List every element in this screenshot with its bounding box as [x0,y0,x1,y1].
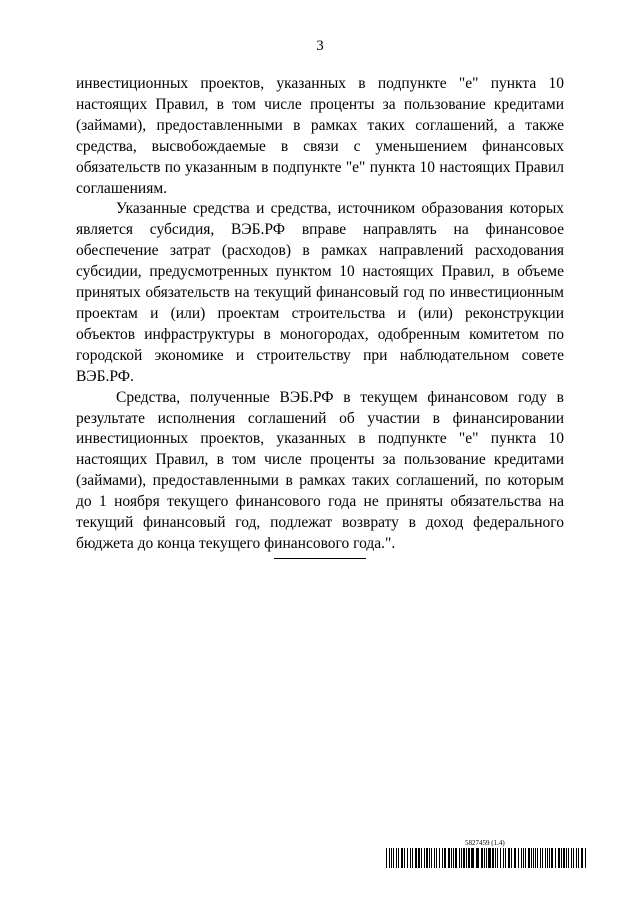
paragraph-2: Указанные средства и средства, источником образования которых является субсидия, ВЭБ.РФ вправе направлять на финансовое обеспечение затрат (расходов) в рамках направлений расходования субсидии, предусмотренных пунктом 10 настоящих Правил, в объеме принятых обязательств на текущий финансовый год по инвестиционным проектам и (или) проектам строительства и (или) реконструкции объектов инфраструктуры в моногородах, одобренным комитетом по городской экономике и строительству при наблюдательном совете ВЭБ.РФ. [76,200,564,385]
barcode-label: 5827459 (1.4) [465,839,505,847]
barcode-icon [386,848,586,868]
paragraph-3: Средства, полученные ВЭБ.РФ в текущем финансовом году в результате исполнения соглашений об участии в финансировании инвестиционных проектов, указанных в подпункте "е" пункта 10 настоящих Правил, в том числе проценты за пользование кредитами (займами), предоставленными в рамках таких соглашений, по которым до 1 ноября текущего финансового года не приняты обязательства на текущий финансовый год, подлежат возврату в доход федерального бюджета до конца текущего финансового года.". [76,388,564,552]
paragraph-1: инвестиционных проектов, указанных в подпункте "е" пункта 10 настоящих Правил, в том числе проценты за пользование кредитами (займами), предоставленными в рамках таких соглашений, а также средства, высвобождаемые в связи с уменьшением финансовых обязательств по указанным в подпункте "е" пункта 10 настоящих Правил соглашениям. [76,75,564,197]
end-separator-line [274,558,366,559]
page-number: 3 [316,38,324,54]
document-body [76,74,564,555]
